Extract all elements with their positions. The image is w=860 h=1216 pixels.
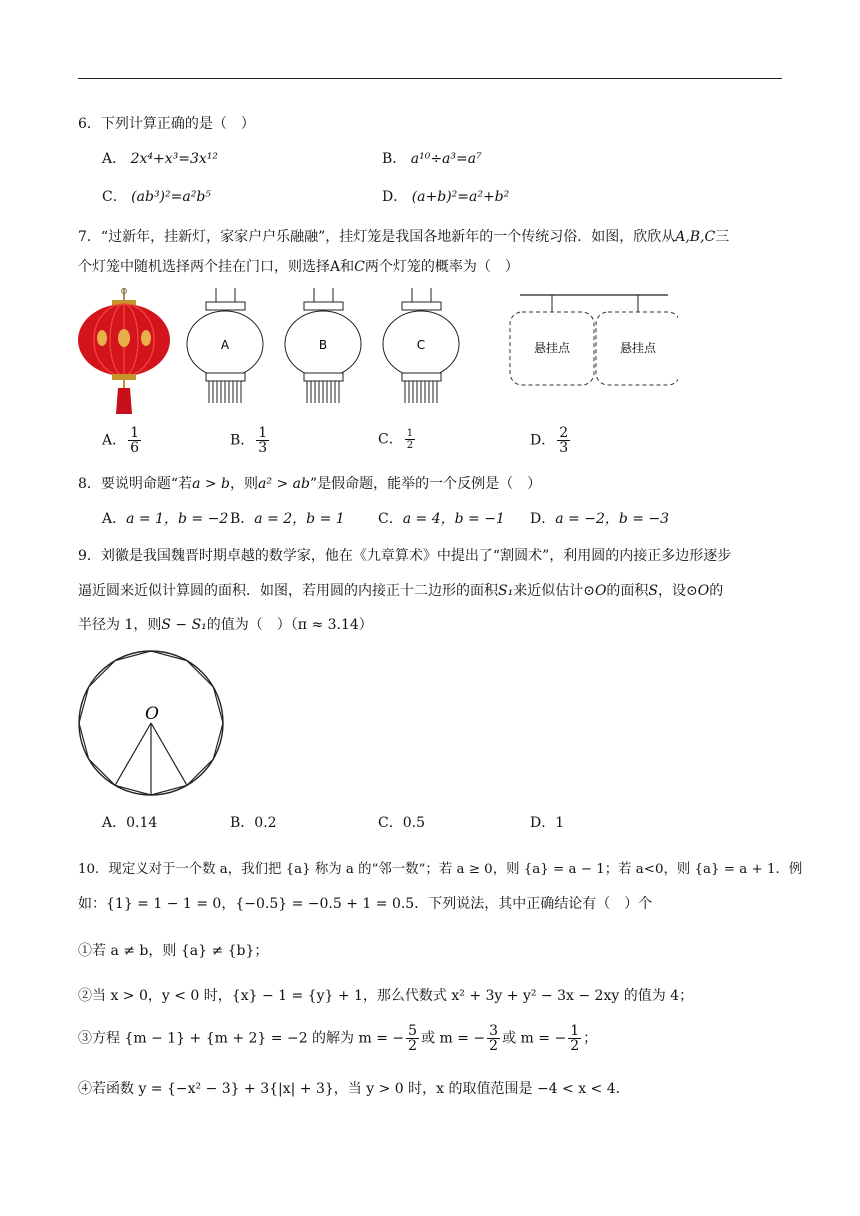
- hang-point-label-2: 悬挂点: [619, 341, 657, 355]
- q6-option-b-expr: a¹⁰÷a³=a⁷: [410, 151, 482, 167]
- q6-option-a[interactable]: A． 2x⁴+x³=3x¹²: [102, 151, 218, 167]
- lantern-a-label: A: [220, 338, 230, 352]
- q9-dodecagon-figure: [76, 648, 226, 798]
- q10-statement-4: ④若函数 y = {−x² − 3} + 3{|x| + 3}，当 y > 0 时，x 的取值范围是 −4 < x < 4．: [78, 1081, 630, 1097]
- q7-option-b[interactable]: B． $\frac{1}{3}$: [230, 425, 268, 456]
- hanging-points-diagram: [510, 295, 678, 385]
- lantern-b-label: B: [318, 338, 328, 352]
- q7-option-d[interactable]: D． $\frac{2}{3}$: [530, 425, 569, 456]
- lantern-c-icon: [383, 288, 459, 403]
- q8-option-a[interactable]: A．a = 1，b = −2: [102, 511, 229, 527]
- lantern-b-icon: [285, 288, 361, 403]
- q9-option-a[interactable]: A．0.14: [102, 815, 158, 831]
- header-rule: [78, 78, 782, 79]
- lantern-c-label: C: [416, 338, 426, 352]
- q10-stem-line2: 如：{1} = 1 − 1 = 0，{−0.5} = −0.5 + 1 = 0.5．下列说法，其中正确结论有（ ）个: [78, 896, 653, 912]
- circle-center-label: O: [145, 704, 159, 724]
- q9-stem-line3: 半径为 1，则S − S₁的值为（ ）（π ≈ 3.14）: [78, 617, 373, 633]
- q7-lantern-figure: [78, 288, 678, 416]
- q6-option-b[interactable]: B． a¹⁰÷a³=a⁷: [382, 151, 482, 167]
- q10-statement-3: ③方程 {m − 1} + {m + 2} = −2 的解为 m = − $\frac{5}{2}$ 或 m = − $\frac{3}{2}$ 或 m = − $\frac{1}{2}$ ；: [78, 1023, 598, 1054]
- q6-option-a-expr: 2x⁴+x³=3x¹²: [130, 151, 218, 167]
- q6-option-c-expr: (ab³)²=a²b⁵: [131, 189, 211, 205]
- q6-option-c[interactable]: C． (ab³)²=a²b⁵: [102, 189, 211, 205]
- q8-option-c[interactable]: C．a = 4，b = −1: [378, 511, 505, 527]
- q8-option-d[interactable]: D．a = −2，b = −3: [530, 511, 670, 527]
- q8-stem: 8．要说明命题“若a > b，则a² > ab”是假命题，能举的一个反例是（ ）: [78, 476, 542, 492]
- q10-statement-1: ①若 a ≠ b，则 {a} ≠ {b}；: [78, 943, 269, 959]
- lantern-a-icon: [187, 288, 263, 403]
- q7-option-c[interactable]: C． $\frac{1}{2}$: [378, 428, 414, 451]
- q9-option-c[interactable]: C．0.5: [378, 815, 425, 831]
- q6-option-d-expr: (a+b)²=a²+b²: [411, 189, 510, 205]
- red-lantern-icon: [78, 288, 170, 414]
- q6-stem: 6．下列计算正确的是（ ）: [78, 116, 255, 132]
- q10-statement-2: ②当 x > 0，y < 0 时，{x} − 1 = {y} + 1，那么代数式 x² + 3y + y² − 3x − 2xy 的值为 4；: [78, 988, 694, 1004]
- q9-option-b[interactable]: B．0.2: [230, 815, 277, 831]
- q9-stem-line2: 逼近圆来近似计算圆的面积．如图，若用圆的内接正十二边形的面积S₁来近似估计⊙O的面积S，设⊙O的: [78, 583, 724, 599]
- q7-stem-line2: 个灯笼中随机选择两个挂在门口，则选择A和C两个灯笼的概率为（ ）: [78, 259, 519, 275]
- q10-stem-line1: 10．现定义对于一个数 a，我们把 {a} 称为 a 的“邻一数”；若 a ≥ 0，则 {a} = a − 1；若 a<0，则 {a} = a + 1．例: [78, 862, 803, 877]
- q9-option-d[interactable]: D．1: [530, 815, 565, 831]
- q7-option-a[interactable]: A． $\frac{1}{6}$: [102, 425, 140, 456]
- q7-stem-line1: 7．“过新年，挂新灯，家家户户乐融融”，挂灯笼是我国各地新年的一个传统习俗．如图，欣欣从A,B,C三: [78, 229, 730, 245]
- hang-point-label-1: 悬挂点: [533, 341, 571, 355]
- q6-option-d[interactable]: D． (a+b)²=a²+b²: [382, 189, 510, 205]
- q9-stem-line1: 9．刘徽是我国魏晋时期卓越的数学家，他在《九章算术》中提出了“割圆术”，利用圆的内接正多边形逐步: [78, 548, 732, 564]
- q8-option-b[interactable]: B．a = 2，b = 1: [230, 511, 345, 527]
